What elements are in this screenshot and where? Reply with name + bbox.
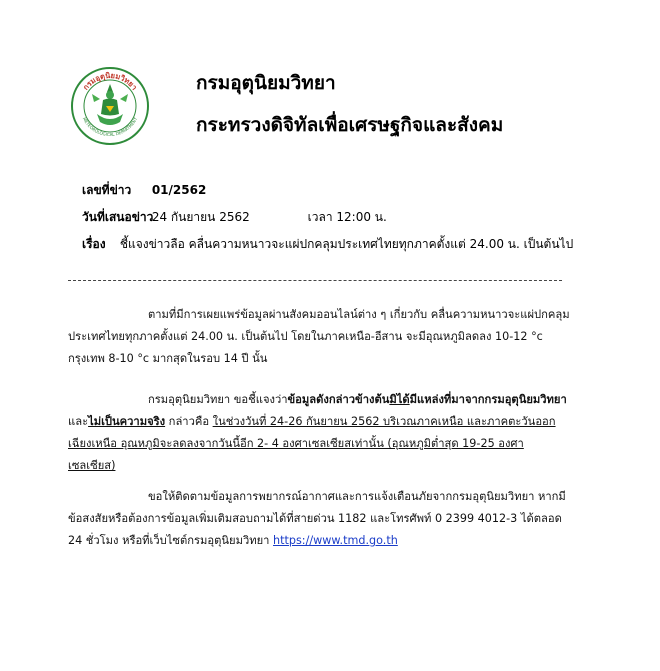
paragraph-2-and: และ bbox=[68, 415, 89, 428]
paragraph-2-bold-info: ข้อมูลดังกล่าวข้างต้น bbox=[287, 393, 390, 406]
paragraph-2-not: มิได้ bbox=[389, 393, 410, 406]
org-name: กรมอุตุนิยมวิทยา bbox=[196, 72, 336, 94]
date-value: 24 กันยายน 2562 bbox=[151, 210, 250, 224]
paragraph-2-detail: ในช่วงวันที่ 24-26 กันยายน 2562 บริเวณภาคเหนือ และภาคตะวันออกเฉียงเหนือ อุณหภูมิจะลดลงจากวันนี้อีก 2- 4 องศาเซลเซียสเท่านั้น (อุณหภูมิต่ำสุด 19-25 องศาเซลเซียส) bbox=[68, 415, 556, 472]
subject-value: ชี้แจงข่าวลือ คลื่นความหนาวจะแผ่ปกคลุมประเทศไทยทุกภาคตั้งแต่ 24.00 น. เป็นต้นไป bbox=[119, 237, 574, 251]
news-number-value: 01/2562 bbox=[151, 183, 207, 197]
tmd-logo bbox=[70, 66, 150, 146]
date-row bbox=[82, 208, 387, 227]
paragraph-2 bbox=[68, 389, 570, 477]
paragraph-2-not-true: ไม่เป็นความจริง bbox=[88, 415, 166, 428]
paragraph-2-namely: กล่าวคือ bbox=[165, 415, 213, 428]
paragraph-1 bbox=[68, 304, 570, 370]
divider bbox=[68, 280, 562, 281]
logo-text-top: กรมอุตุนิยมวิทยา bbox=[81, 70, 139, 92]
subject-row bbox=[82, 235, 573, 254]
news-number-row bbox=[82, 181, 206, 200]
time-value: เวลา 12:00 น. bbox=[307, 210, 387, 224]
tmd-website-link[interactable]: https://www.tmd.go.th bbox=[273, 534, 398, 547]
subject-label: เรื่อง bbox=[82, 237, 106, 251]
paragraph-1-text: ตามที่มีการเผยแพร่ข้อมูลผ่านสังคมออนไลน์ต่าง ๆ เกี่ยวกับ คลื่นความหนาวจะแผ่ปกคลุมประเทศไทยทุกภาคตั้งแต่ 24.00 น. เป็นต้นไป โดยในภาคเหนือ-อีสาน จะมีอุณหภูมิลดลง 10-12 °c กรุงเทพ 8-10 °c มากสุดในรอบ 14 ปี นั้น bbox=[68, 308, 570, 365]
date-label: วันที่เสนอข่าว bbox=[82, 210, 154, 224]
ministry-name: กระทรวงดิจิทัลเพื่อเศรษฐกิจและสังคม bbox=[196, 114, 504, 136]
paragraph-3-text: ขอให้ติดตามข้อมูลการพยากรณ์อากาศและการแจ้งเตือนภัยจากกรมอุตุนิยมวิทยา หากมีข้อสงสัยหรือต้องการข้อมูลเพิ่มเติมสอบถามได้ที่สายด่วน 1182 และโทรศัพท์ 0 2399 4012-3 ได้ตลอด 24 ชั่วโมง หรือที่เว็บไซต์กรมอุตุนิยมวิทยา bbox=[68, 490, 566, 547]
paragraph-3 bbox=[68, 486, 570, 552]
paragraph-2-intro: กรมอุตุนิยมวิทยา ขอชี้แจงว่า bbox=[148, 393, 288, 406]
logo-text-bottom: METEOROLOGICAL DEPARTMENT bbox=[81, 116, 139, 138]
news-number-label: เลขที่ข่าว bbox=[82, 183, 132, 197]
paragraph-2-source: มีแหล่งที่มาจากกรมอุตุนิยมวิทยา bbox=[409, 393, 567, 406]
